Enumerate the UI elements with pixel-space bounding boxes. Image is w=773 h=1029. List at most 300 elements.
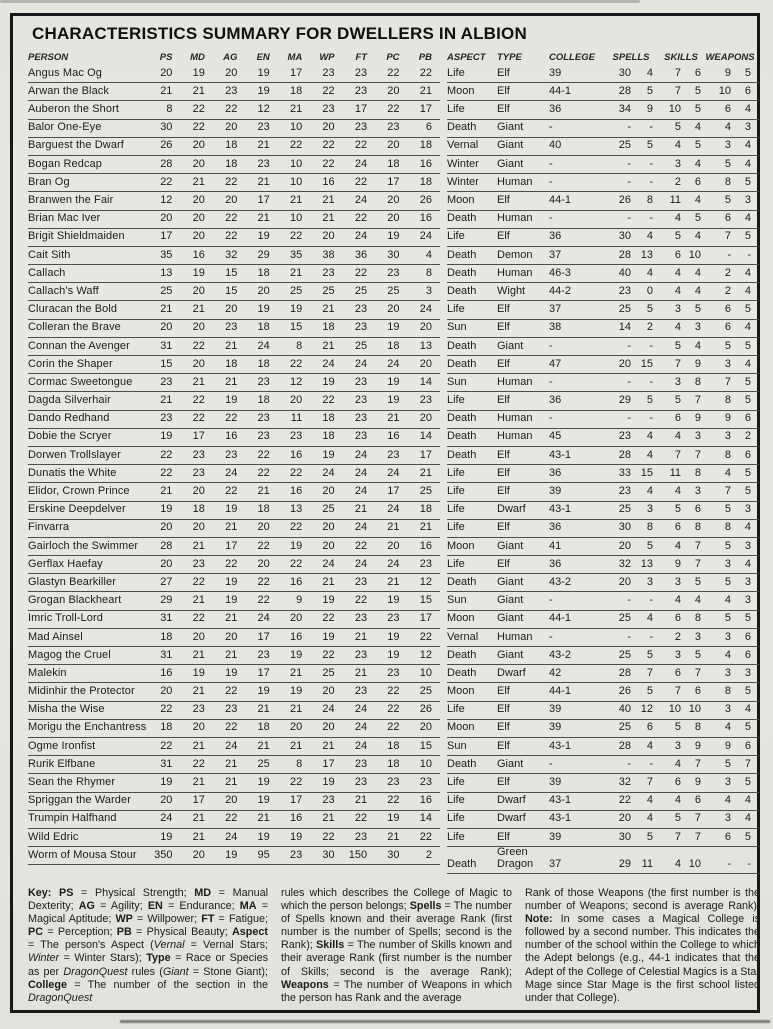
weapons-count: 4 — [724, 121, 731, 134]
stat-pb: 24 — [419, 303, 432, 316]
stat-pc: 19 — [387, 812, 400, 825]
skills-count: 3 — [674, 157, 681, 170]
person-name: Elidor, Crown Prince — [28, 485, 130, 497]
spells-count: - — [627, 157, 631, 170]
key-footer — [28, 887, 760, 1005]
stat-pb: 21 — [419, 84, 432, 97]
stat-ft: 25 — [354, 284, 368, 297]
col-header-skills: SKILLS — [664, 52, 698, 63]
weapons-count: 7 — [724, 230, 731, 243]
stat-pb: 20 — [419, 721, 432, 734]
footer-text-segment: = Perception; — [43, 926, 117, 939]
stat-ma: 22 — [289, 521, 303, 534]
stat-en: 23 — [257, 430, 270, 443]
table-row-right — [447, 156, 759, 174]
spells-count: 29 — [618, 857, 631, 870]
college-value: 36 — [549, 394, 562, 407]
aspect-value: Life — [447, 703, 465, 716]
stat-ps: 31 — [160, 648, 173, 661]
weapons-rank: 3 — [744, 666, 751, 679]
stat-ft: 24 — [354, 194, 368, 206]
stat-ps: 22 — [160, 466, 173, 479]
footer-text-segment: = Stone Giant); — [188, 965, 269, 978]
stat-pb: 17 — [419, 612, 432, 625]
stat-md: 20 — [192, 357, 205, 370]
footer-text-segment: = Physical Beauty; — [131, 926, 232, 939]
type-value: Human — [497, 430, 533, 443]
stat-ma: 22 — [289, 776, 303, 788]
weapons-count: 7 — [724, 375, 731, 388]
skills-rank: 4 — [694, 194, 701, 206]
stat-en: 23 — [257, 121, 270, 134]
stat-ft: 21 — [354, 503, 368, 516]
person-name: Ogme Ironfist — [28, 739, 96, 752]
spells-count: - — [627, 121, 631, 134]
skills-rank: 8 — [694, 466, 701, 479]
aspect-value: Life — [447, 394, 465, 407]
stat-ft: 24 — [354, 521, 368, 534]
table-row-left — [28, 647, 440, 665]
stat-md: 21 — [192, 648, 205, 661]
stat-wp: 20 — [322, 121, 335, 134]
stat-pc: 20 — [387, 539, 400, 552]
aspect-value: Death — [447, 412, 477, 425]
spells-count: 28 — [618, 84, 631, 97]
weapons-count: 8 — [724, 394, 731, 407]
stat-ps: 30 — [160, 121, 173, 134]
weapons-count: 3 — [724, 812, 731, 825]
weapons-count: 2 — [724, 266, 731, 279]
spells-count: 26 — [618, 194, 631, 206]
skills-count: 2 — [674, 175, 681, 188]
weapons-count: 8 — [724, 685, 731, 698]
weapons-count: 10 — [718, 84, 731, 97]
spells-rank: 5 — [646, 539, 653, 552]
spells-rank: 5 — [646, 303, 653, 316]
stat-en: 19 — [257, 303, 270, 316]
skills-rank: 5 — [694, 575, 701, 588]
footer-text-segment: PB — [116, 926, 132, 939]
stat-en: 29 — [257, 248, 270, 261]
stat-ma: 19 — [289, 303, 303, 316]
type-value: Elf — [497, 230, 510, 243]
skills-count: 4 — [674, 757, 681, 770]
college-value: - — [549, 339, 553, 352]
weapons-rank: 4 — [744, 284, 751, 297]
stat-md: 20 — [192, 630, 205, 643]
stat-pc: 18 — [387, 157, 400, 170]
spells-rank: 4 — [646, 448, 653, 461]
stat-ma: 25 — [289, 284, 303, 297]
stat-ft: 36 — [354, 248, 368, 261]
stat-wp: 22 — [322, 612, 335, 625]
stat-md: 23 — [192, 448, 205, 461]
stat-pc: 19 — [387, 375, 400, 388]
table-row-right — [447, 174, 759, 192]
table-row-left — [28, 156, 440, 174]
stat-ft: 24 — [354, 739, 368, 752]
weapons-count: 3 — [724, 776, 731, 788]
stat-wp: 21 — [322, 339, 335, 352]
stat-ag: 15 — [225, 284, 238, 297]
college-value: 44-1 — [549, 84, 572, 97]
stat-ps: 22 — [160, 739, 173, 752]
stat-ps: 20 — [160, 794, 173, 807]
stat-md: 22 — [192, 121, 205, 134]
stat-pb: 16 — [419, 212, 432, 225]
spells-rank: 3 — [646, 575, 653, 588]
spells-count: 14 — [618, 321, 631, 334]
footer-text-segment: PC — [28, 926, 43, 939]
footer-text-segment: = The number of Weapons in which the person has Rank and the average — [281, 978, 512, 1004]
stat-ag: 23 — [225, 448, 238, 461]
stat-pc: 23 — [387, 266, 400, 279]
skills-rank: 8 — [694, 521, 701, 534]
stat-wp: 22 — [322, 830, 335, 843]
stat-wp: 18 — [322, 430, 335, 443]
aspect-value: Sun — [447, 321, 467, 334]
table-row-right — [447, 392, 759, 410]
spells-count: - — [627, 175, 631, 188]
stat-md: 23 — [192, 703, 205, 716]
weapons-count: 3 — [724, 557, 731, 570]
stat-wp: 30 — [322, 848, 335, 861]
spells-count: 25 — [618, 612, 631, 625]
type-value: Elf — [497, 521, 510, 534]
college-value: 39 — [549, 66, 562, 79]
stat-ps: 25 — [160, 284, 173, 297]
stat-en: 20 — [257, 284, 270, 297]
table-row-left — [28, 447, 440, 465]
stat-ag: 19 — [225, 394, 238, 407]
weapons-rank: 5 — [744, 685, 751, 698]
weapons-rank: 5 — [744, 66, 751, 79]
spells-count: 34 — [618, 103, 631, 116]
footer-text-segment: = Willpower; — [132, 913, 202, 926]
footer-text-segment: College — [28, 978, 67, 991]
skills-count: 4 — [674, 266, 681, 279]
weapons-count: 9 — [724, 412, 731, 425]
college-value: - — [549, 157, 553, 170]
stat-en: 23 — [257, 412, 270, 425]
weapons-rank: 5 — [744, 394, 751, 407]
skills-rank: 6 — [694, 685, 701, 698]
aspect-value: Life — [447, 230, 465, 243]
footer-text-segment: Note: — [525, 913, 553, 926]
stat-pb: 25 — [419, 485, 432, 497]
stat-pc: 16 — [387, 430, 400, 443]
skills-count: 4 — [674, 594, 681, 607]
person-name: Balor One-Eye — [28, 121, 102, 134]
stat-ft: 23 — [354, 84, 368, 97]
stat-wp: 22 — [322, 139, 335, 152]
stat-ag: 24 — [225, 739, 238, 752]
stat-ag: 21 — [225, 339, 238, 352]
footer-text-segment: Giant — [162, 965, 189, 978]
spells-count: 23 — [618, 284, 631, 297]
stat-ps: 29 — [160, 594, 173, 607]
college-value: 39 — [549, 776, 562, 788]
stat-ma: 23 — [289, 848, 303, 861]
stat-ps: 21 — [160, 394, 173, 407]
stat-ma: 12 — [289, 375, 303, 388]
stat-en: 21 — [257, 739, 270, 752]
stat-en: 21 — [257, 212, 270, 225]
col-header-aspect: ASPECT — [447, 52, 486, 63]
weapons-count: 7 — [724, 485, 731, 497]
stat-pb: 22 — [419, 830, 432, 843]
weapons-rank: - — [747, 857, 751, 870]
table-row-right — [447, 83, 759, 101]
weapons-count: 2 — [724, 284, 731, 297]
stat-wp: 22 — [322, 648, 335, 661]
table-row-left — [28, 65, 440, 83]
stat-en: 22 — [257, 448, 270, 461]
stat-en: 23 — [257, 157, 270, 170]
stat-ag: 23 — [225, 703, 238, 716]
stat-ft: 23 — [354, 612, 368, 625]
type-value: Human — [497, 266, 533, 279]
college-value: 44-1 — [549, 194, 572, 206]
type-value: Demon — [497, 248, 533, 261]
stat-ft: 22 — [354, 139, 368, 152]
stat-en: 21 — [257, 175, 270, 188]
skills-count: 5 — [674, 721, 681, 734]
stat-ft: 21 — [354, 794, 368, 807]
stat-md: 20 — [192, 721, 205, 734]
stat-ft: 21 — [354, 666, 368, 679]
aspect-value: Death — [447, 284, 477, 297]
college-value: 40 — [549, 139, 562, 152]
college-value: - — [549, 757, 553, 770]
stat-pb: 23 — [419, 394, 432, 407]
stat-ps: 20 — [160, 212, 173, 225]
type-value: Green Dragon — [497, 846, 534, 870]
type-value: Giant — [497, 157, 524, 170]
col-header-type: TYPE — [497, 52, 522, 63]
spells-count: 23 — [618, 485, 631, 497]
stat-md: 20 — [192, 321, 205, 334]
table-row-right — [447, 574, 759, 592]
stat-pc: 17 — [387, 175, 400, 188]
stat-ag: 20 — [225, 630, 238, 643]
spells-rank: - — [649, 375, 653, 388]
aspect-value: Life — [447, 485, 465, 497]
stat-wp: 19 — [322, 448, 335, 461]
stat-ft: 22 — [354, 175, 368, 188]
stat-ft: 23 — [354, 830, 368, 843]
college-value: 44-2 — [549, 284, 572, 297]
weapons-rank: 5 — [744, 830, 751, 843]
person-name: Barguest the Dwarf — [28, 139, 124, 152]
table-row-left — [28, 538, 440, 556]
type-value: Elf — [497, 303, 510, 316]
stat-md: 21 — [192, 84, 205, 97]
stat-md: 19 — [192, 666, 205, 679]
stat-pb: 23 — [419, 776, 432, 788]
spells-count: 30 — [618, 521, 631, 534]
table-row-right — [447, 829, 759, 847]
stat-ma: 21 — [289, 739, 303, 752]
stat-ps: 24 — [160, 812, 173, 825]
skills-count: 5 — [674, 503, 681, 516]
table-row-right — [447, 774, 759, 792]
stat-ma: 11 — [290, 412, 303, 425]
spells-count: 25 — [618, 303, 631, 316]
college-value: 37 — [549, 857, 562, 870]
stat-pb: 14 — [419, 430, 432, 443]
stat-pc: 18 — [387, 339, 400, 352]
person-name: Cait Sith — [28, 248, 71, 261]
spells-rank: 4 — [646, 266, 653, 279]
stat-ma: 16 — [289, 485, 303, 497]
spells-count: - — [627, 375, 631, 388]
spells-count: 28 — [618, 248, 631, 261]
college-value: 36 — [549, 557, 562, 570]
skills-count: 4 — [674, 485, 681, 497]
spells-count: - — [627, 412, 631, 425]
type-value: Elf — [497, 721, 510, 734]
weapons-count: - — [727, 248, 731, 261]
aspect-value: Death — [447, 648, 477, 661]
footer-text-segment: Winter — [28, 952, 60, 965]
stat-en: 22 — [257, 575, 270, 588]
skills-count: 4 — [674, 321, 681, 334]
stat-pc: 19 — [387, 648, 400, 661]
skills-rank: 4 — [694, 594, 701, 607]
college-value: 44-1 — [549, 612, 572, 625]
table-row-right — [447, 429, 759, 447]
skills-count: 3 — [674, 648, 681, 661]
table-row-right — [447, 447, 759, 465]
stat-md: 22 — [192, 339, 205, 352]
stat-ps: 31 — [160, 757, 173, 770]
aspect-value: Death — [447, 266, 477, 279]
stat-pb: 14 — [419, 812, 432, 825]
skills-count: 6 — [674, 412, 681, 425]
skills-count: 3 — [674, 739, 681, 752]
aspect-value: Death — [447, 575, 477, 588]
stat-pc: 20 — [387, 139, 400, 152]
stats-table — [28, 46, 440, 865]
footer-text-segment: = Race or Species as per — [28, 952, 268, 978]
stat-ag: 19 — [225, 594, 238, 607]
weapons-rank: 4 — [744, 157, 751, 170]
stat-ps: 20 — [160, 557, 173, 570]
weapons-rank: 6 — [744, 412, 751, 425]
footer-text-segment: = Agility; — [94, 900, 148, 913]
skills-rank: 5 — [694, 84, 701, 97]
spells-count: 20 — [618, 539, 631, 552]
table-row-right — [447, 65, 759, 83]
stat-pc: 24 — [387, 466, 400, 479]
aspect-value: Life — [447, 103, 465, 116]
weapons-count: 3 — [724, 430, 731, 443]
stat-md: 20 — [192, 157, 205, 170]
stat-wp: 21 — [322, 812, 335, 825]
college-value: 43-1 — [549, 812, 572, 825]
skills-count: 6 — [674, 521, 681, 534]
stat-ps: 23 — [160, 412, 173, 425]
stat-wp: 20 — [322, 485, 335, 497]
stat-ps: 13 — [160, 266, 173, 279]
table-row-left — [28, 247, 440, 265]
stat-ag: 18 — [225, 157, 238, 170]
type-value: Elf — [497, 357, 510, 370]
stat-ma: 8 — [296, 757, 303, 770]
weapons-count: 5 — [724, 157, 731, 170]
stat-ps: 21 — [160, 303, 173, 316]
weapons-count: 8 — [724, 521, 731, 534]
spells-count: 30 — [618, 66, 631, 79]
stat-wp: 21 — [322, 212, 335, 225]
stat-wp: 20 — [322, 521, 335, 534]
aspect-value: Moon — [447, 612, 475, 625]
stat-ps: 20 — [160, 521, 173, 534]
table-row-left — [28, 683, 440, 701]
weapons-rank: 4 — [744, 103, 751, 116]
table-row-right — [447, 374, 759, 392]
col-header-wp: WP — [319, 52, 335, 63]
stat-wp: 18 — [322, 321, 335, 334]
footer-text-segment: DragonQuest — [63, 965, 128, 978]
skills-count: 10 — [668, 103, 681, 116]
stat-wp: 25 — [322, 666, 335, 679]
spells-count: 28 — [618, 666, 631, 679]
weapons-count: 6 — [724, 303, 731, 316]
footer-text-segment: Aspect — [232, 926, 269, 939]
college-value: 39 — [549, 485, 562, 497]
stat-ma: 17 — [289, 66, 303, 79]
stat-ft: 21 — [354, 630, 368, 643]
stat-wp: 22 — [322, 84, 335, 97]
footer-text-segment: = The number of Spells known and their average Rank (first number is the number of Spells; second is the Rank); — [281, 900, 512, 952]
stat-ag: 22 — [225, 230, 238, 243]
table-row-right — [447, 120, 759, 138]
footer-text-segment: Key: — [28, 887, 60, 899]
spells-rank: 4 — [646, 612, 653, 625]
stat-ma: 10 — [289, 175, 303, 188]
stat-ft: 22 — [354, 212, 368, 225]
stat-ag: 22 — [225, 812, 238, 825]
stat-md: 21 — [192, 812, 205, 825]
spells-count: 20 — [618, 812, 631, 825]
col-header-person: PERSON — [28, 52, 69, 63]
table-row-left — [28, 811, 440, 829]
aspect-value: Life — [447, 466, 465, 479]
aspect-value: Death — [447, 248, 477, 261]
table-row-right — [447, 229, 759, 247]
stat-ps: 16 — [160, 666, 173, 679]
stat-pb: 14 — [419, 375, 432, 388]
person-name: Misha the Wise — [28, 703, 105, 716]
stat-ps: 19 — [160, 430, 173, 443]
stat-md: 21 — [192, 830, 205, 843]
stat-en: 18 — [257, 266, 270, 279]
stat-wp: 21 — [322, 303, 335, 316]
stat-pb: 16 — [419, 794, 432, 807]
skills-rank: 7 — [694, 830, 701, 843]
stat-en: 22 — [257, 539, 270, 552]
type-value: Elf — [497, 84, 510, 97]
skills-count: 6 — [674, 248, 681, 261]
spells-count: 25 — [618, 648, 631, 661]
stat-ma: 10 — [289, 121, 303, 134]
person-name: Callach's Waff — [28, 284, 99, 297]
stat-pc: 21 — [387, 412, 400, 425]
table-row-right — [447, 629, 759, 647]
person-name: Rurik Elfbane — [28, 757, 96, 770]
